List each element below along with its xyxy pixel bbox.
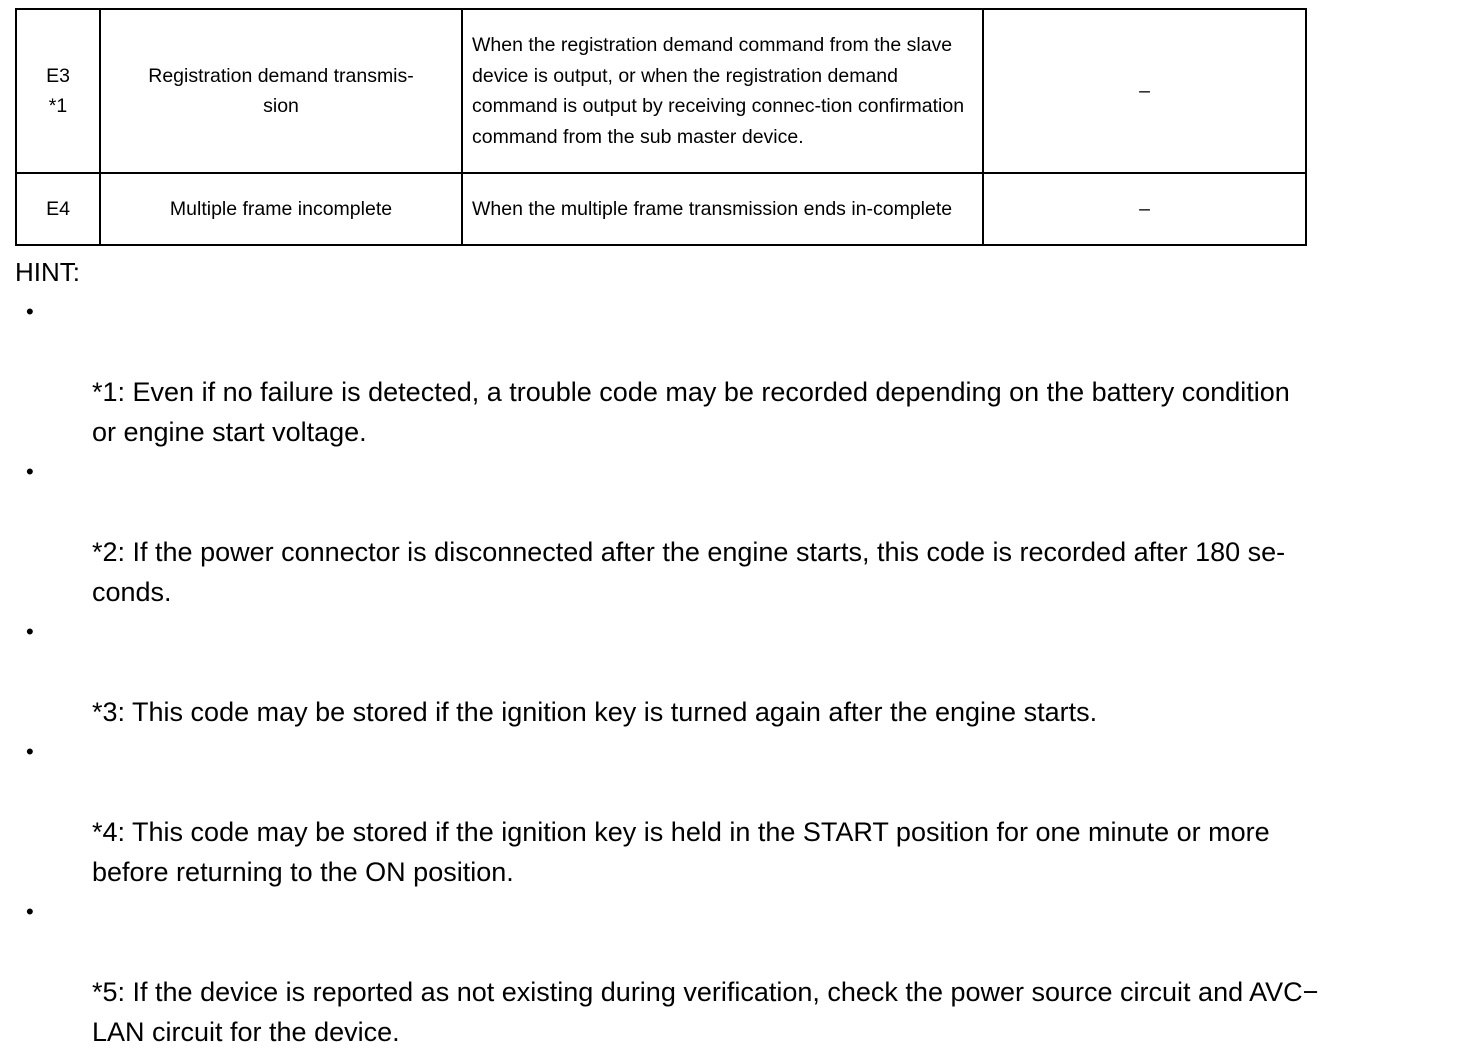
hint-text: *3: This code may be stored if the ignition key is turned again after the engine starts. bbox=[92, 697, 1098, 727]
hint-item bbox=[15, 732, 1455, 892]
bullet-icon: • bbox=[26, 899, 34, 924]
bullet-icon: • bbox=[26, 739, 34, 764]
hint-item bbox=[15, 452, 1455, 612]
detection-condition: When the multiple frame transmission ends in-complete bbox=[472, 197, 953, 220]
trouble-area-cell bbox=[983, 173, 1306, 245]
trouble-area: – bbox=[1139, 79, 1150, 102]
dtc-table bbox=[15, 8, 1307, 246]
bullet-icon: • bbox=[26, 299, 34, 324]
dtc-code: E4 bbox=[46, 197, 70, 220]
table-row bbox=[16, 173, 1306, 245]
hint-text: *5: If the device is reported as not existing during verification, check the power source circuit and AVC− LAN circuit for the device. bbox=[92, 977, 1319, 1047]
detection-item: Multiple frame incomplete bbox=[169, 197, 393, 220]
detection-item: Registration demand transmis- sion bbox=[148, 64, 414, 117]
hint-item bbox=[15, 892, 1455, 1052]
detection-item-cell bbox=[100, 9, 462, 173]
dtc-footnote-ref: *1 bbox=[48, 95, 68, 117]
hint-text: *4: This code may be stored if the ignition key is held in the START position for one minute or more before returning to the ON position. bbox=[92, 817, 1270, 887]
bullet-icon: • bbox=[26, 619, 34, 644]
detection-condition-cell bbox=[462, 173, 983, 245]
hint-text: *2: If the power connector is disconnected after the engine starts, this code is recorded after 180 se- conds. bbox=[92, 537, 1286, 607]
hint-item bbox=[15, 292, 1455, 452]
dtc-code-cell bbox=[16, 9, 100, 173]
hint-item bbox=[15, 612, 1455, 732]
detection-condition: When the registration demand command from the slave device is output, or when the registration demand command is output by receiving connec-tion confirmation command from the sub master device. bbox=[472, 34, 965, 148]
hint-text: *1: Even if no failure is detected, a trouble code may be recorded depending on the battery condition or engine start voltage. bbox=[92, 377, 1290, 447]
table-row bbox=[16, 9, 1306, 173]
detection-item-cell bbox=[100, 173, 462, 245]
dtc-code-cell bbox=[16, 173, 100, 245]
detection-condition-cell bbox=[462, 9, 983, 173]
bullet-icon: • bbox=[26, 459, 34, 484]
trouble-area-cell bbox=[983, 9, 1306, 173]
trouble-area: – bbox=[1139, 197, 1150, 220]
dtc-code: E3 bbox=[46, 64, 70, 87]
hint-list bbox=[15, 292, 1455, 1052]
hint-title: HINT: bbox=[15, 257, 80, 287]
